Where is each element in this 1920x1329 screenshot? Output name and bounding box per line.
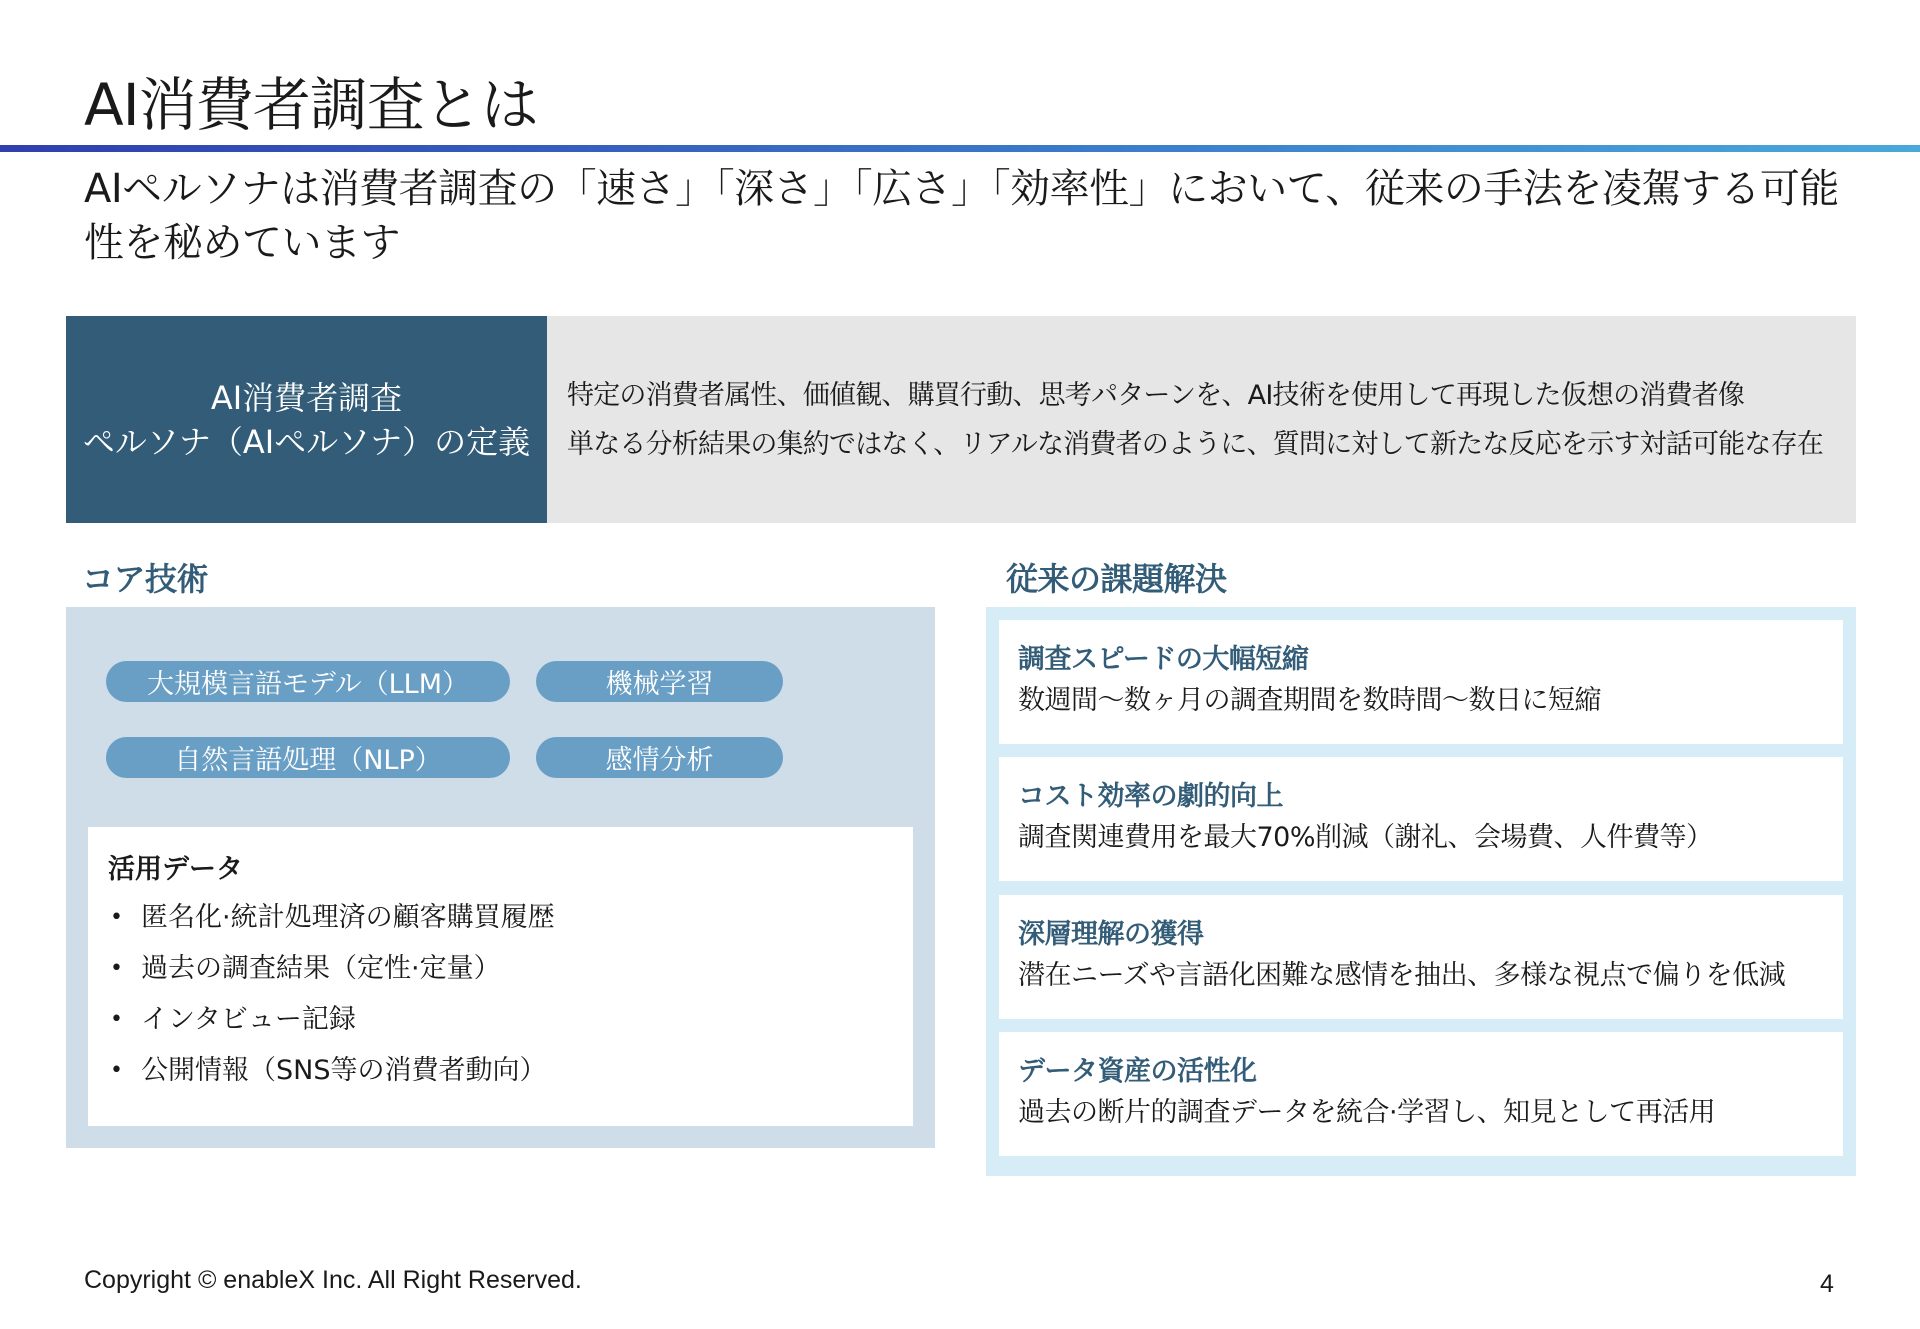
issue-card-title: 調査スピードの大幅短縮 [1018, 644, 1309, 675]
list-item [108, 943, 913, 994]
list-item [108, 1045, 913, 1096]
bullet-icon: • [110, 905, 123, 930]
issue-card-title: 深層理解の獲得 [1018, 919, 1204, 950]
issue-card-cost [999, 757, 1843, 881]
page-title: AI消費者調査とは [84, 71, 538, 139]
tech-pill-sentiment: 感情分析 [536, 737, 783, 778]
issue-card-insight [999, 895, 1843, 1019]
list-item [108, 994, 913, 1045]
issue-card-desc: 調査関連費用を最大70%削減（謝礼、会場費、人件費等） [1018, 822, 1713, 853]
bullet-icon: • [110, 956, 123, 981]
definition-text-line1: 特定の消費者属性、価値観、購買行動、思考パターンを、AI技術を使用して再現した仮想の消費者像 [567, 379, 1745, 411]
page-number: 4 [1820, 1270, 1834, 1298]
list-item-text: 過去の調査結果（定性·定量） [141, 953, 501, 984]
issue-card-desc: 潜在ニーズや言語化困難な感情を抽出、多様な視点で偏りを低減 [1018, 960, 1786, 991]
list-item-text: インタビュー記録 [141, 1004, 356, 1035]
definition-text-line2: 単なる分析結果の集約ではなく、リアルな消費者のように、質問に対して新たな反応を示す対話可能な存在 [567, 428, 1823, 460]
core-tech-heading: コア技術 [82, 560, 209, 598]
issues-heading: 従来の課題解決 [1006, 560, 1227, 598]
list-item-text: 匿名化·統計処理済の顧客購買履歴 [141, 902, 555, 933]
definition-heading-line1: AI消費者調査 [210, 378, 403, 417]
page-subtitle: AIペルソナは消費者調査の「速さ」「深さ」「広さ」「効率性」において、従来の手法を凌駕する可能性を秘めています [84, 166, 1839, 266]
issues-panel [986, 607, 1856, 1176]
issue-card-title: コスト効率の劇的向上 [1018, 781, 1283, 812]
issue-card-title: データ資産の活性化 [1018, 1056, 1257, 1087]
list-item-text: 公開情報（SNS等の消費者動向） [141, 1055, 547, 1086]
core-tech-panel [66, 607, 935, 1148]
copyright-notice: Copyright © enableX Inc. All Right Reserved. [84, 1266, 582, 1294]
definition-heading-line2: ペルソナ（AIペルソナ）の定義 [82, 422, 531, 461]
definition-body [547, 316, 1856, 523]
data-sources-list [108, 892, 913, 1096]
issue-card-speed [999, 620, 1843, 744]
data-sources-box [88, 827, 913, 1126]
tech-pill-machine-learning: 機械学習 [536, 661, 783, 702]
tech-pill-llm: 大規模言語モデル（LLM） [106, 661, 510, 702]
list-item [108, 892, 913, 943]
issue-card-data-assets [999, 1032, 1843, 1156]
bullet-icon: • [110, 1058, 123, 1083]
bullet-icon: • [110, 1007, 123, 1032]
issue-card-desc: 数週間～数ヶ月の調査期間を数時間～数日に短縮 [1018, 685, 1601, 716]
tech-pill-nlp: 自然言語処理（NLP） [106, 737, 510, 778]
data-sources-title: 活用データ [108, 854, 243, 885]
issue-card-desc: 過去の断片的調査データを統合·学習し、知見として再活用 [1018, 1097, 1716, 1128]
definition-band [66, 316, 1856, 523]
title-divider [0, 145, 1920, 152]
definition-heading [66, 316, 547, 523]
